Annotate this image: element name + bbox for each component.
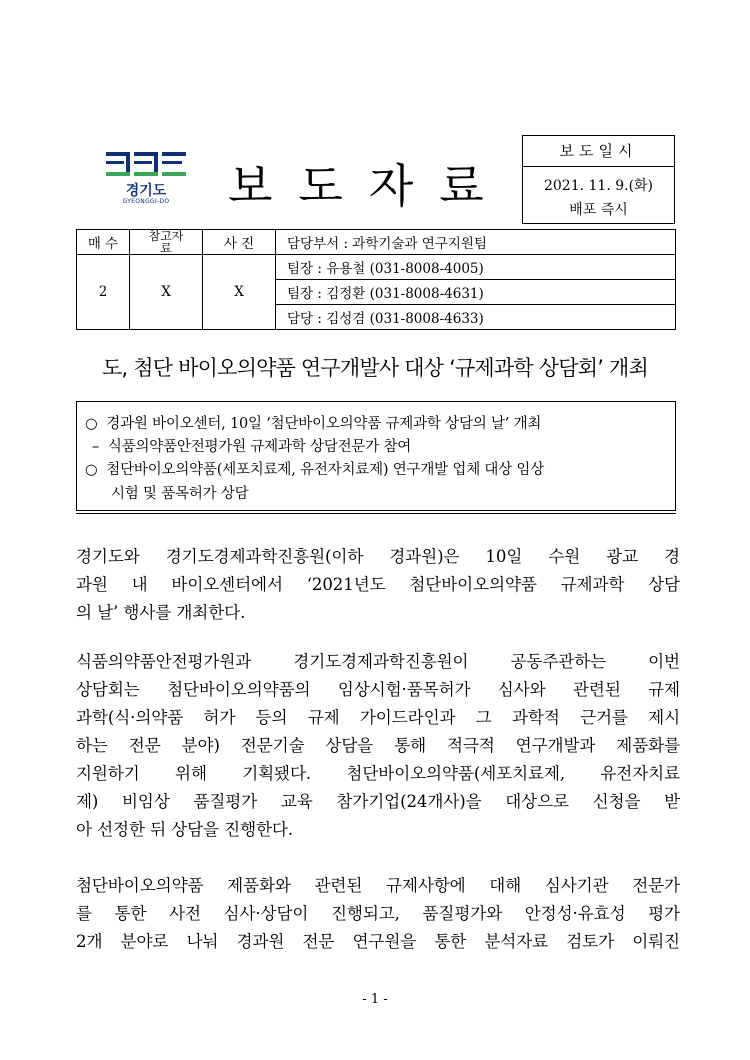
reference-header bbox=[130, 230, 203, 255]
body-paragraph bbox=[76, 648, 680, 844]
reference-header-label: 참고자료 bbox=[148, 229, 184, 255]
reference-value: X bbox=[130, 255, 203, 330]
photos-header: 사 진 bbox=[203, 230, 276, 255]
logo-org-name-en: GYEONGGI-DO bbox=[122, 198, 170, 205]
body-line: 제) 비임상 품질평가 교육 참가기업(24개사)을 대상으로 신청을 받 bbox=[76, 792, 680, 811]
body-line: 지원하기 위해 기획됐다. 첨단바이오의약품(세포치료제, 유전자치료 bbox=[76, 764, 680, 783]
release-timing: 배포 즉시 bbox=[569, 202, 628, 218]
pages-value: 2 bbox=[77, 255, 130, 330]
summary-item bbox=[85, 458, 544, 479]
page-number: - 1 - bbox=[362, 992, 388, 1007]
department: 담당부서 : 과학기술과 연구지원팀 bbox=[276, 230, 676, 255]
headline: 도, 첨단 바이오의약품 연구개발사 대상 ‘규제과학 상담회’ 개최 bbox=[102, 356, 648, 380]
summary-text: 식품의약품안전평가원 규제과학 상담전문가 참여 bbox=[107, 439, 412, 455]
bullet-icon: ○ bbox=[85, 462, 98, 478]
body-line: 아 선정한 뒤 상담을 진행한다. bbox=[76, 820, 294, 839]
dash-icon: – bbox=[92, 439, 100, 455]
summary-text: 경과원 바이오센터, 10일 ‘첨단바이오의약품 규제과학 상담의 날’ 개최 bbox=[106, 416, 542, 432]
body-line: 2개 분야로 나눠 경과원 전문 연구원을 통한 분석자료 검토가 이뤄진 bbox=[76, 932, 680, 951]
logo-org-name: 경기도 bbox=[125, 183, 167, 199]
summary-item bbox=[92, 435, 411, 456]
summary-item bbox=[111, 482, 249, 503]
pages-header: 매 수 bbox=[77, 230, 130, 255]
summary-text: 첨단바이오의약품(세포치료제, 유전자치료제) 연구개발 업체 대상 임상 bbox=[106, 462, 545, 478]
bullet-icon: ○ bbox=[85, 416, 98, 432]
release-date-box bbox=[522, 135, 675, 224]
body-line: 경기도와 경기도경제과학진흥원(이하 경과원)은 10일 수원 광교 경 bbox=[76, 547, 680, 566]
body-paragraph bbox=[76, 872, 680, 956]
release-date-label: 보도일시 bbox=[523, 136, 674, 167]
body-paragraph bbox=[76, 543, 680, 627]
body-line: 식품의약품안전평가원과 경기도경제과학진흥원이 공동주관하는 이번 bbox=[76, 652, 680, 671]
body-line: 를 통한 사전 심사·상담이 진행되고, 품질평가와 안정성·유효성 평가 bbox=[76, 904, 680, 923]
body-line: 과학(식·의약품 허가 등의 규제 가이드라인과 그 과학적 근거를 제시 bbox=[76, 708, 680, 727]
summary-item bbox=[85, 412, 541, 433]
contact-row: 팀장 : 유용철 (031-8008-4005) bbox=[276, 255, 676, 280]
summary-box bbox=[76, 401, 676, 511]
body-line: 첨단바이오의약품 제품화와 관련된 규제사항에 대해 심사기관 전문가 bbox=[76, 876, 680, 895]
page-title: 보도자료 bbox=[228, 159, 510, 213]
body-line: 상담회는 첨단바이오의약품의 임상시험·품목허가 심사와 관련된 규제 bbox=[76, 680, 680, 699]
photos-value: X bbox=[203, 255, 276, 330]
release-date: 2021. 11. 9.(화) bbox=[543, 178, 654, 194]
contact-row: 팀장 : 김정환 (031-8008-4631) bbox=[276, 280, 676, 305]
summary-text: 시험 및 품목허가 상담 bbox=[111, 486, 249, 502]
contact-info-table bbox=[76, 229, 676, 330]
body-line: 하는 전문 분야) 전문기술 상담을 통해 적극적 연구개발과 제품화를 bbox=[76, 736, 680, 755]
body-line: 과원 내 바이오센터에서 ‘2021년도 첨단바이오의약품 규제과학 상담 bbox=[76, 575, 680, 594]
contact-row: 담당 : 김성겸 (031-8008-4633) bbox=[276, 305, 676, 330]
gyeonggi-logo-mark-icon bbox=[104, 150, 188, 180]
body-line: 의 날’ 행사를 개최한다. bbox=[76, 603, 246, 622]
